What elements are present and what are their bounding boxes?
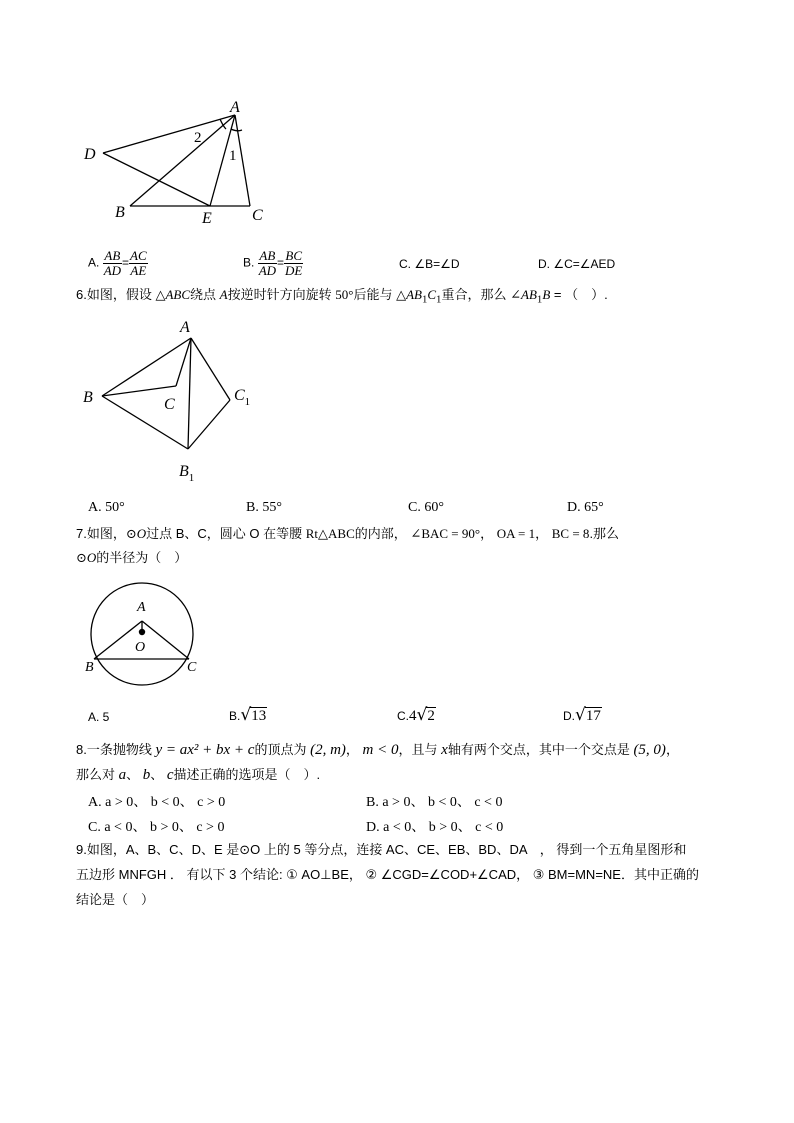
- numerator: AC: [130, 248, 147, 263]
- point-label-c1: $C_1$: [234, 387, 251, 408]
- point-label-e: E: [202, 210, 212, 227]
- text: 描述正确的选项是（ ）.: [173, 767, 321, 782]
- text: = （ ）.: [550, 287, 608, 302]
- q7-stem-line1: [76, 525, 619, 543]
- equals-sign: =: [277, 255, 285, 270]
- text: 那么对: [76, 767, 119, 782]
- math-ab: AB: [521, 287, 537, 302]
- q5-option-c: C. ∠B=∠D: [399, 257, 460, 271]
- point-label-b: B: [115, 204, 125, 221]
- radical-icon: √: [240, 705, 252, 725]
- equals-sign: =: [122, 255, 130, 270]
- text: 的半径为（ ）: [96, 550, 188, 565]
- text: 7.如图，: [76, 526, 126, 541]
- q8-option-b: B. a > 0、 b < 0、 c < 0: [366, 795, 503, 810]
- text: ，: [665, 742, 679, 757]
- text: ，: [480, 526, 494, 541]
- q7-option-b: [229, 705, 267, 725]
- q6-stem: [76, 286, 608, 309]
- denominator: AE: [130, 263, 147, 278]
- numerator: BC: [285, 248, 303, 263]
- text: 后能与: [353, 287, 397, 302]
- math-angle-bac: ∠BAC = 90°: [410, 526, 481, 541]
- math-o: O: [86, 550, 97, 565]
- circle-symbol: ⊙: [125, 526, 137, 541]
- text: 6.如图，假设: [76, 287, 156, 302]
- q8-option-a: A. a > 0、 b < 0、 c > 0: [88, 795, 226, 810]
- math-abc: ABC: [165, 287, 191, 302]
- fraction-ab-ad: [258, 249, 277, 278]
- point-label-o: O: [135, 640, 146, 655]
- figure-q6-rotation: [80, 316, 270, 488]
- fraction-bc-de: [284, 249, 303, 278]
- option-prefix: A.: [88, 255, 100, 270]
- q8-stem-line1: [76, 741, 679, 759]
- circle-symbol: ⊙: [76, 550, 87, 565]
- math-c: C: [427, 287, 437, 302]
- denominator: AD: [258, 263, 277, 278]
- option-prefix: D.: [563, 709, 575, 723]
- text: ，: [345, 742, 363, 757]
- math-point: (5, 0): [633, 742, 666, 758]
- q9-stem-line2: 五边形 MNFGH ． 有以下 3 个结论: ① AO⊥BE， ② ∠CGD=∠COD+∠CAD， ③ BM=MN=NE．其中正确的: [76, 867, 699, 882]
- point-label-a: A: [230, 99, 240, 116]
- option-prefix: C.: [397, 709, 409, 723]
- angle-label-1: 1: [229, 148, 237, 164]
- q7-option-d: [563, 705, 602, 725]
- math-vertex: (2, m): [310, 742, 346, 758]
- math-ab: AB: [406, 287, 422, 302]
- q6-option-a: A. 50°: [88, 500, 125, 515]
- point-label-c: C: [252, 207, 263, 224]
- numerator: AB: [104, 248, 121, 263]
- radical-icon: √: [416, 705, 428, 725]
- q7-option-a: A. 5: [88, 710, 110, 724]
- denominator: AD: [103, 263, 122, 278]
- option-prefix: B.: [243, 255, 255, 270]
- math-m-negative: m < 0: [362, 742, 399, 758]
- math-angle-50: 50°: [335, 287, 354, 302]
- figure-q7-circle: [82, 578, 207, 690]
- math-bc: BC = 8: [551, 526, 590, 541]
- q6-option-c: C. 60°: [408, 500, 444, 515]
- math-b: b: [142, 767, 151, 783]
- point-label-c: C: [164, 396, 175, 413]
- text: 的内部，: [354, 526, 407, 541]
- angle-symbol: ∠: [510, 287, 521, 302]
- q9-stem-line3: 结论是（ ）: [76, 892, 155, 907]
- text: 8.一条抛物线: [76, 742, 156, 757]
- fraction-ac-ae: [129, 249, 148, 278]
- q5-option-d: D. ∠C=∠AED: [538, 257, 616, 271]
- math-a: A: [219, 287, 228, 302]
- point-label-c: C: [187, 660, 197, 675]
- option-prefix: B.: [229, 709, 241, 723]
- text: ，且与: [398, 742, 442, 757]
- denominator: DE: [285, 263, 303, 278]
- triangle-symbol: △: [396, 287, 407, 302]
- math-parabola: y = ax² + bx + c: [155, 742, 255, 758]
- math-c: c: [166, 767, 174, 783]
- q6-option-b: B. 55°: [246, 500, 282, 515]
- fraction-ab-ad: [103, 249, 122, 278]
- q8-option-d: D. a < 0、 b > 0、 c < 0: [366, 820, 504, 835]
- angle-label-2: 2: [194, 130, 202, 146]
- text: 重合，那么: [441, 287, 511, 302]
- triangle-symbol: △: [155, 287, 166, 302]
- text: 过点 B、C，圆心 O 在等腰: [146, 526, 306, 541]
- math-x: x: [441, 742, 448, 758]
- text: 、: [126, 767, 143, 782]
- radical-icon: √: [575, 705, 586, 725]
- math-oa: OA = 1: [496, 526, 536, 541]
- text: 按逆时针方向旋转: [227, 287, 336, 302]
- q6-option-d: D. 65°: [567, 500, 604, 515]
- subscript: 1: [436, 293, 442, 306]
- numerator: AB: [259, 248, 276, 263]
- radicand: 2: [427, 708, 435, 724]
- q5-option-b: [243, 249, 303, 278]
- point-label-b1: $B_1$: [179, 463, 195, 484]
- subscript: 1: [536, 293, 543, 306]
- radicand: 17: [585, 708, 601, 724]
- q5-option-a: [88, 249, 148, 278]
- q8-stem-line2: [76, 766, 320, 784]
- text: .那么: [589, 526, 620, 541]
- coefficient: 4: [409, 708, 417, 724]
- figure-q5-triangles: [80, 96, 280, 231]
- math-a: a: [118, 767, 127, 783]
- subscript: 1: [421, 293, 428, 306]
- text: 、: [150, 767, 167, 782]
- text: 的顶点为: [254, 742, 311, 757]
- text: 轴有两个交点，其中一个交点是: [447, 742, 634, 757]
- math-rt-triangle: Rt△ABC: [305, 526, 355, 541]
- q8-option-c: C. a < 0、 b > 0、 c > 0: [88, 820, 225, 835]
- q9-stem-line1: 9.如图，A、B、C、D、E 是⊙O 上的 5 等分点，连接 AC、CE、EB、BD、DA ， 得到一个五角星图形和: [76, 842, 687, 857]
- radicand: 13: [251, 708, 267, 724]
- text: ，: [535, 526, 549, 541]
- point-label-a: A: [180, 319, 190, 336]
- q7-option-c: [397, 705, 436, 725]
- point-label-b: B: [83, 389, 93, 406]
- text: 绕点: [190, 287, 220, 302]
- q7-stem-line2: [76, 549, 187, 567]
- math-b: B: [542, 287, 551, 302]
- point-label-d: D: [84, 146, 96, 163]
- point-label-b: B: [85, 660, 94, 675]
- math-o: O: [136, 526, 147, 541]
- point-label-a: A: [137, 600, 146, 615]
